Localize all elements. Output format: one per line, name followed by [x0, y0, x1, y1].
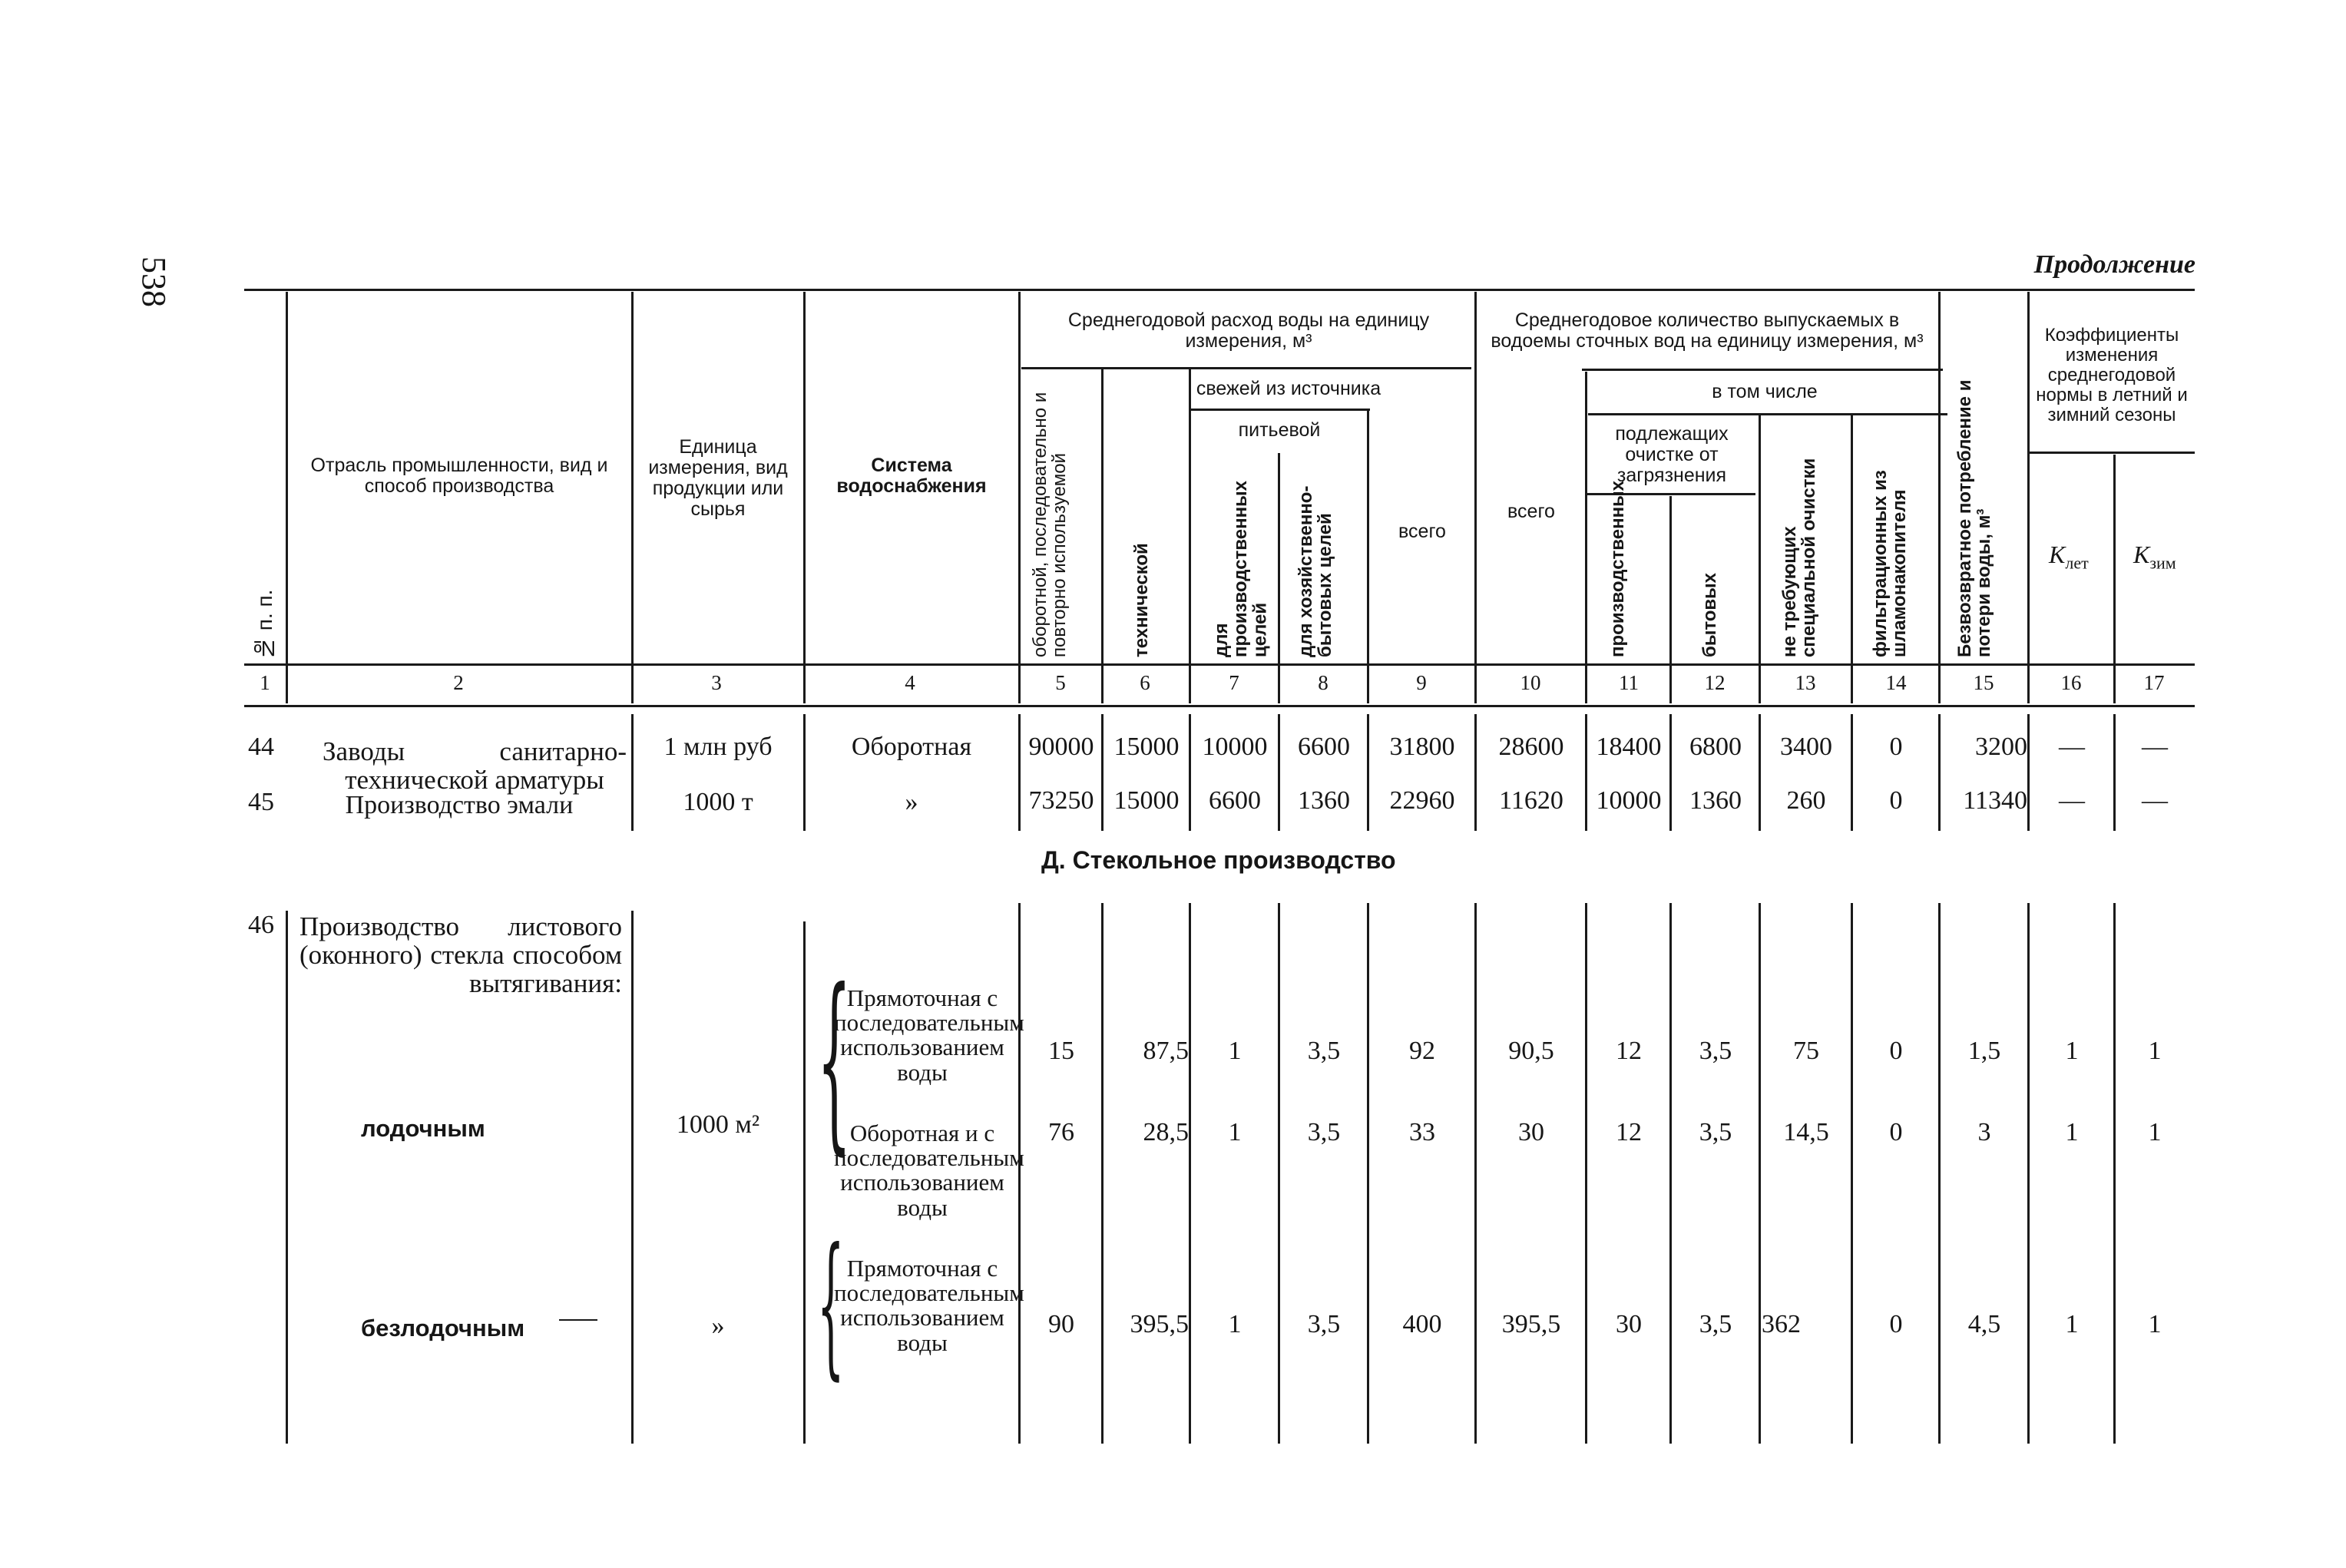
header-including: в том числе — [1712, 380, 1818, 402]
value-cell: 28,5 — [1143, 1118, 1189, 1146]
bracket: { — [817, 948, 852, 1172]
value-cell: 31800 — [1389, 733, 1455, 761]
colnum: 17 — [2143, 671, 2165, 694]
system-circulating: Оборотная и с последовательным использованием воды — [834, 1120, 1024, 1221]
row-name: Заводы санитарно-технической арматуры — [323, 736, 627, 796]
header-irrecoverable: Безвозвратное потребление и потери воды, м³ — [1954, 379, 1995, 657]
method-bezlodochnym: безлодочным — [361, 1315, 525, 1341]
section-title: Д. Стекольное производство — [1041, 846, 1396, 874]
value-cell: 400 — [1402, 1310, 1442, 1338]
value-cell: 11340 — [1963, 786, 2027, 815]
colnum: 11 — [1619, 671, 1639, 694]
value-cell: 73250 — [1028, 786, 1094, 815]
header-coefficients: Коэффициенты изменения среднегодовой нормы в летний и зимний сезоны — [2036, 325, 2188, 425]
header-filtration: фильтрационных из шламонакопителя — [1870, 470, 1911, 657]
value-cell: 12 — [1616, 1118, 1642, 1146]
value-cell: 1 — [2065, 1310, 2079, 1338]
row-system: Оборотная — [851, 733, 972, 761]
header-water-consumption: Среднегодовой расход воды на единицу измерения, м³ — [1067, 309, 1430, 352]
value-cell: 87,5 — [1143, 1037, 1189, 1065]
header-wastewater: Среднегодовое количество выпускаемых в водоемы сточных вод на единицу измерения, м³ — [1491, 309, 1924, 352]
header-unit: Единица измерения, вид продукции или сырья — [648, 436, 788, 520]
value-cell: 1 — [2065, 1037, 2079, 1065]
value-cell: 1360 — [1689, 786, 1742, 815]
value-cell: 260 — [1786, 786, 1826, 815]
row-number: 44 — [248, 733, 274, 761]
value-cell: 10000 — [1202, 733, 1268, 761]
value-cell: 3,5 — [1307, 1118, 1341, 1146]
value-cell: — — [2059, 786, 2085, 815]
colnum: 6 — [1140, 671, 1150, 694]
value-cell: 75 — [1793, 1037, 1819, 1065]
value-cell: 0 — [1889, 733, 1903, 761]
value-cell: 4,5 — [1967, 1310, 2001, 1338]
header-k-summer: $K_{лет}$ — [2049, 541, 2089, 573]
value-cell: 6600 — [1209, 786, 1261, 815]
value-cell: 6800 — [1689, 733, 1742, 761]
header-production-purposes: для производственных целей — [1211, 481, 1271, 657]
value-cell: 30 — [1616, 1310, 1642, 1338]
header-row-number: № п. п. — [253, 589, 276, 660]
value-cell: 15000 — [1113, 786, 1180, 815]
colnum: 3 — [711, 671, 722, 694]
value-cell: 10000 — [1596, 786, 1662, 815]
page-number: 538 — [135, 256, 173, 307]
value-cell: 1 — [2148, 1118, 2162, 1146]
colnum: 10 — [1520, 671, 1541, 694]
value-cell: 90000 — [1028, 733, 1094, 761]
row-name: Производство эмали — [345, 791, 574, 819]
value-cell: 3,5 — [1307, 1037, 1341, 1065]
value-cell: 1 — [1228, 1118, 1242, 1146]
value-cell: 14,5 — [1783, 1118, 1829, 1146]
value-cell: 3,5 — [1307, 1310, 1341, 1338]
header-total-consumption: всего — [1398, 520, 1446, 542]
header-k-winter: $K_{зим}$ — [2133, 541, 2176, 573]
colnum: 4 — [905, 671, 915, 694]
row-unit: » — [711, 1312, 725, 1340]
header-industry: Отрасль промышленности, вид и способ производства — [310, 455, 608, 497]
row-unit: 1000 м² — [676, 1110, 760, 1139]
header-system: Система водоснабжения — [836, 455, 987, 497]
header-technical: технической — [1131, 543, 1152, 657]
value-cell: 362 — [1762, 1310, 1801, 1338]
value-cell: 0 — [1889, 786, 1903, 815]
value-cell: — — [2142, 786, 2168, 815]
colnum: 8 — [1318, 671, 1329, 694]
header-industrial: производственных — [1607, 481, 1628, 657]
system-direct-flow: Прямоточная с последовательным использованием воды — [834, 984, 1024, 1086]
row-number: 46 — [248, 911, 274, 939]
value-cell: 1 — [2148, 1037, 2162, 1065]
value-cell: 1 — [1228, 1037, 1242, 1065]
header-recycled: оборотной, последовательно и повторно используемой — [1030, 392, 1070, 657]
value-cell: 3,5 — [1699, 1118, 1732, 1146]
method-lodochnym: лодочным — [361, 1115, 485, 1142]
value-cell: 30 — [1518, 1118, 1544, 1146]
row-unit: 1 млн руб — [663, 733, 773, 761]
value-cell: 0 — [1889, 1037, 1903, 1065]
header-fresh-source: свежей из источника — [1196, 377, 1381, 399]
value-cell: 3400 — [1780, 733, 1832, 761]
row-system: » — [905, 788, 918, 816]
header-subject-treatment: подлежащих очистке от загрязнения — [1615, 422, 1729, 486]
value-cell: 1 — [1228, 1310, 1242, 1338]
value-cell: 76 — [1048, 1118, 1074, 1146]
value-cell: 395,5 — [1501, 1310, 1561, 1338]
value-cell: 12 — [1616, 1037, 1642, 1065]
colnum: 14 — [1885, 671, 1907, 694]
value-cell: — — [2059, 733, 2085, 761]
row-name: Производство листового (оконного) стекла способом вытягивания: — [299, 911, 622, 999]
system-direct-flow: Прямоточная с последовательным использованием воды — [834, 1255, 1024, 1356]
row-unit: 1000 т — [683, 788, 753, 816]
value-cell: 1360 — [1298, 786, 1350, 815]
value-cell: 1 — [2148, 1310, 2162, 1338]
value-cell: 3 — [1977, 1118, 1991, 1146]
colnum: 5 — [1055, 671, 1066, 694]
value-cell: 28600 — [1498, 733, 1564, 761]
value-cell: 3200 — [1975, 733, 2027, 761]
colnum: 16 — [2060, 671, 2082, 694]
value-cell: 92 — [1409, 1037, 1435, 1065]
value-cell: 11620 — [1499, 786, 1563, 815]
bracket: { — [817, 1216, 845, 1394]
value-cell: 3,5 — [1699, 1310, 1732, 1338]
colnum: 1 — [260, 671, 270, 694]
value-cell: 6600 — [1298, 733, 1350, 761]
value-cell: 1 — [2065, 1118, 2079, 1146]
value-cell: 90 — [1048, 1310, 1074, 1338]
value-cell: 3,5 — [1699, 1037, 1732, 1065]
value-cell: 22960 — [1389, 786, 1455, 815]
value-cell: 1,5 — [1967, 1037, 2001, 1065]
header-total-wastewater: всего — [1507, 500, 1555, 522]
header-potable: питьевой — [1238, 418, 1321, 441]
value-cell: 90,5 — [1508, 1037, 1554, 1065]
value-cell: 15000 — [1113, 733, 1180, 761]
colnum: 13 — [1795, 671, 1816, 694]
value-cell: 395,5 — [1130, 1310, 1189, 1338]
value-cell: 0 — [1889, 1118, 1903, 1146]
row-number: 45 — [248, 788, 274, 816]
header-no-treatment: не требующих специальной очистки — [1779, 458, 1820, 657]
colnum: 2 — [453, 671, 464, 694]
continuation-label: Продолжение — [2033, 250, 2195, 279]
value-cell: 15 — [1048, 1037, 1074, 1065]
value-cell: — — [2142, 733, 2168, 761]
colnum: 9 — [1416, 671, 1427, 694]
value-cell: 18400 — [1596, 733, 1662, 761]
value-cell: 0 — [1889, 1310, 1903, 1338]
colnum: 12 — [1704, 671, 1726, 694]
colnum: 15 — [1973, 671, 1994, 694]
header-domestic: бытовых — [1699, 572, 1720, 657]
header-household-purposes: для хозяйственно-бытовых целей — [1295, 485, 1336, 657]
colnum: 7 — [1229, 671, 1239, 694]
value-cell: 33 — [1409, 1118, 1435, 1146]
